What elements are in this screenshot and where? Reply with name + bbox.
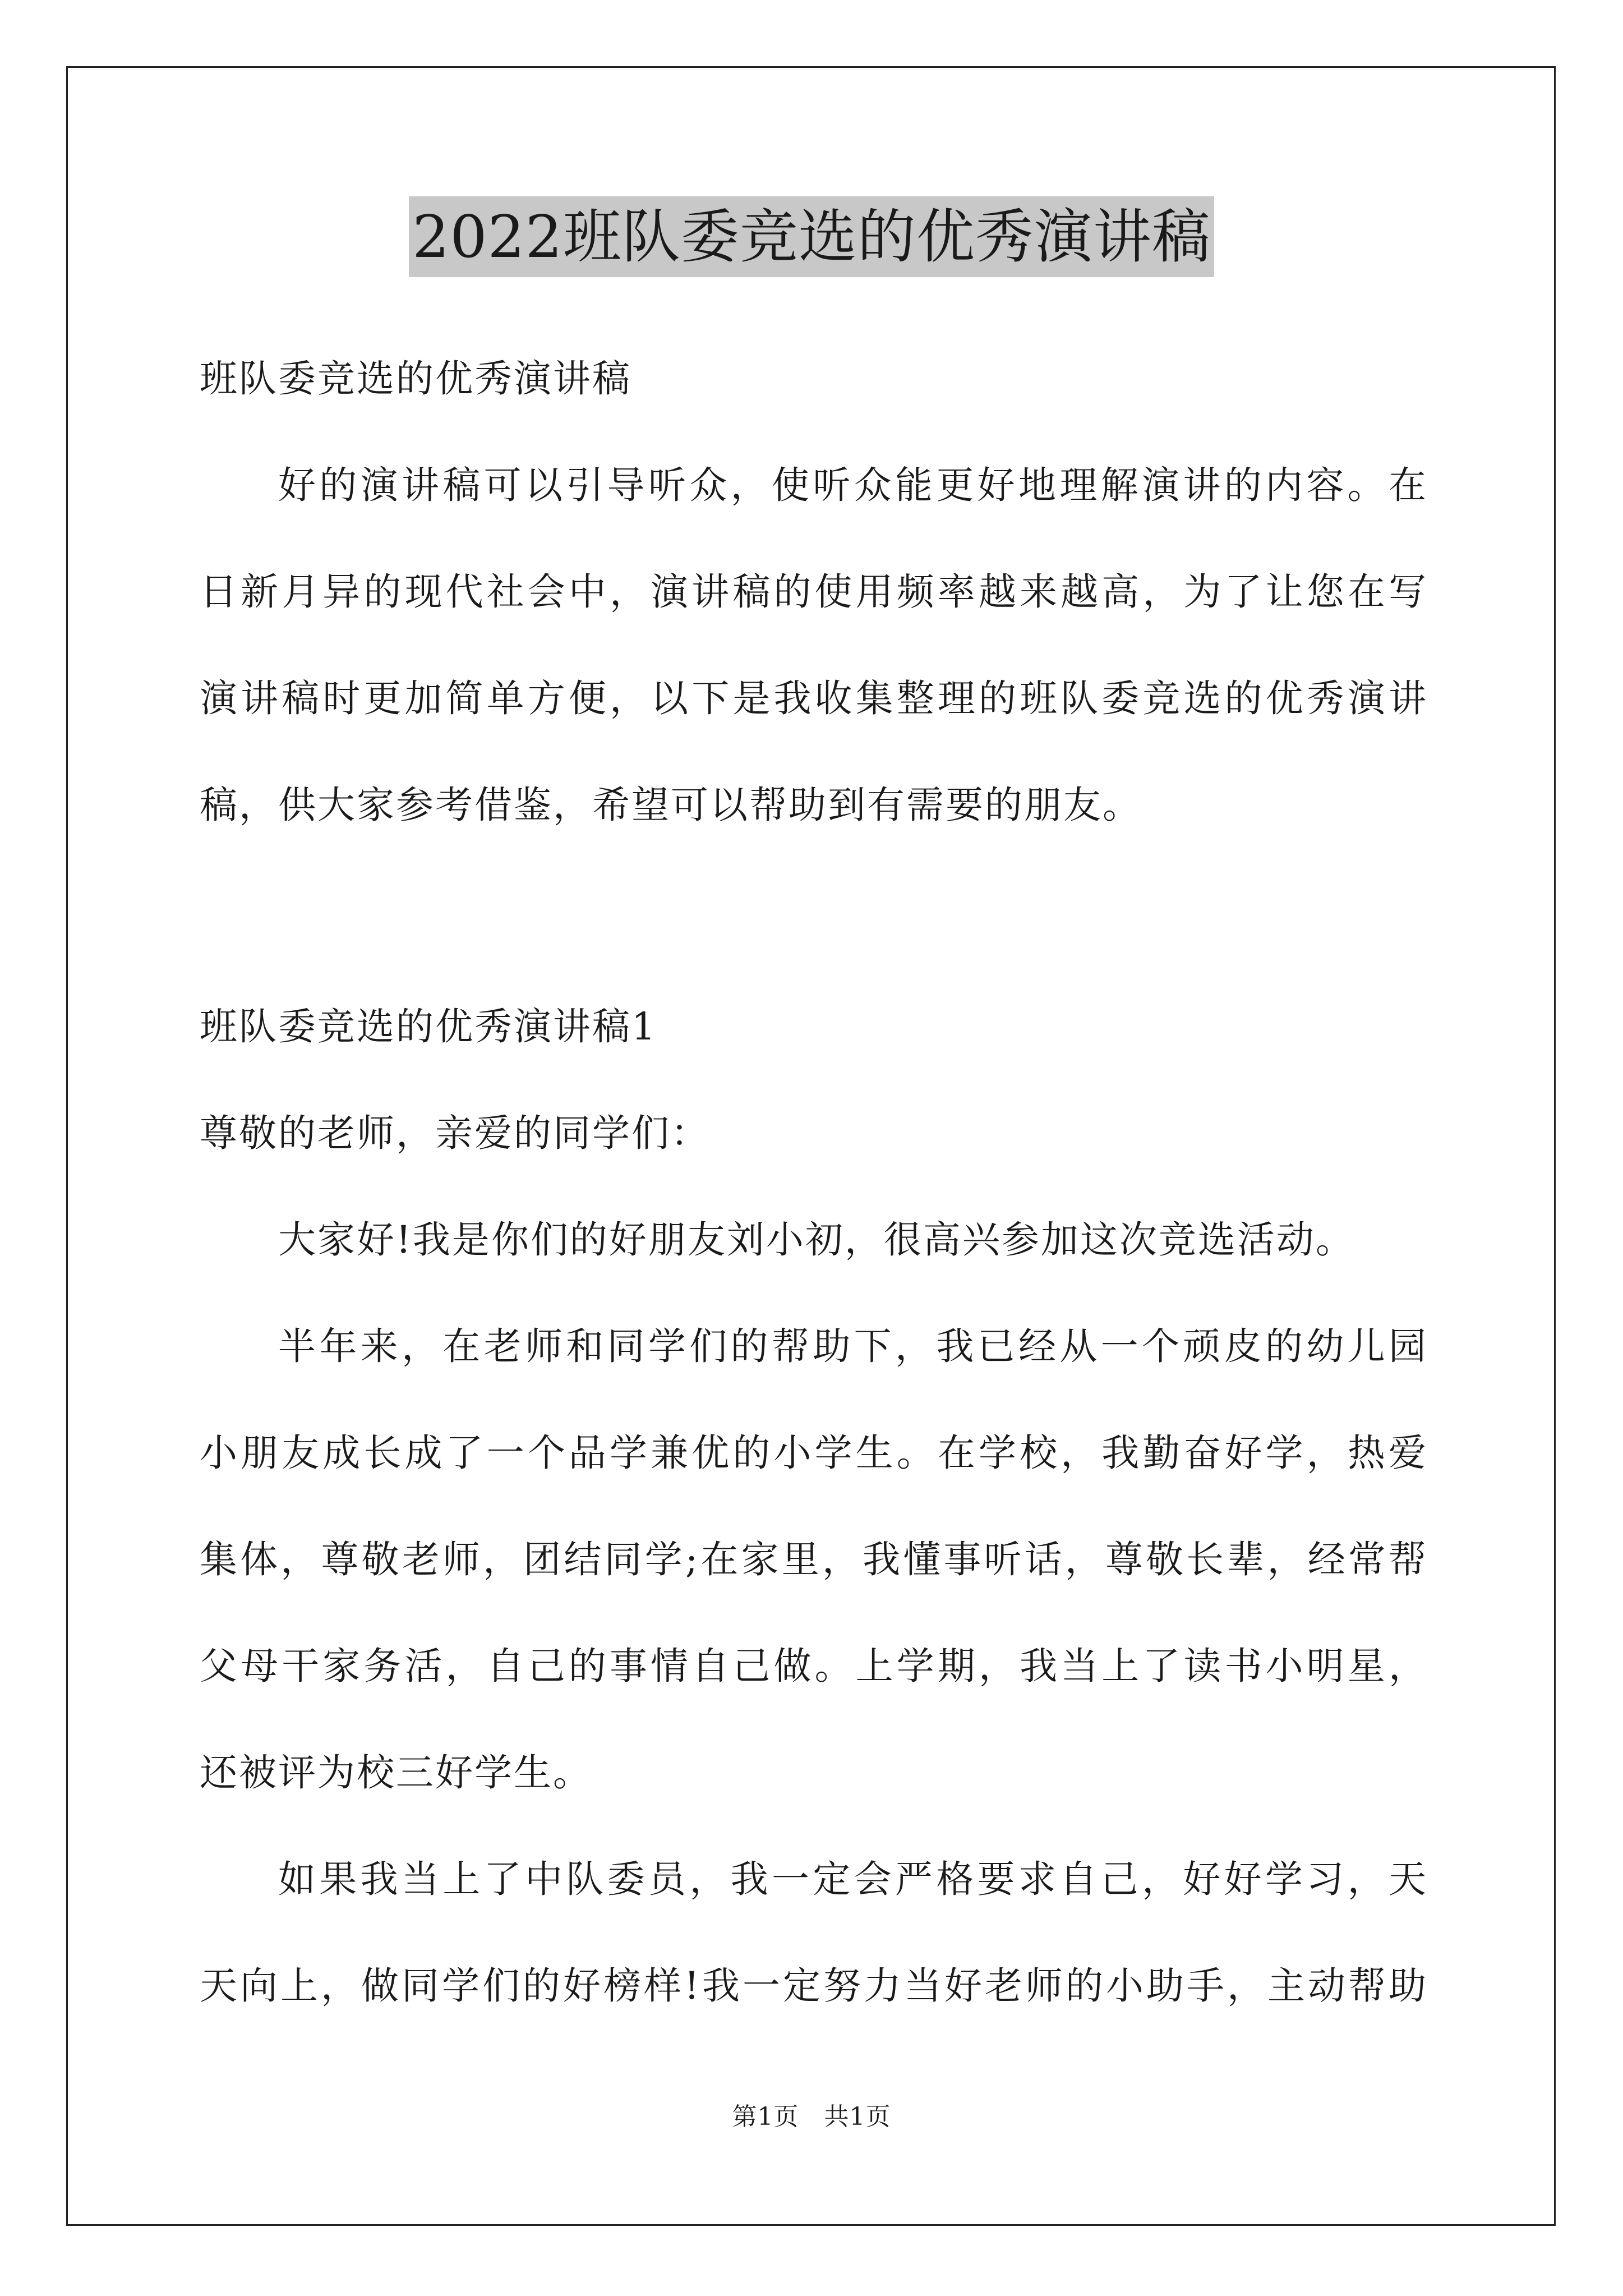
greeting-line: 大家好!我是你们的好朋友刘小初，很高兴参加这次竞选活动。 <box>278 1218 1355 1262</box>
intro-line-3: 演讲稿时更加简单方便，以下是我收集整理的班队委竞选的优秀演讲 <box>200 677 1428 720</box>
para3-line-2: 天向上，做同学们的好榜样!我一定努力当好老师的小助手，主动帮助 <box>200 1964 1428 2008</box>
salutation: 尊敬的老师，亲爱的同学们： <box>200 1111 710 1155</box>
page-footer: 第1页 共1页 <box>732 2102 891 2131</box>
document-subtitle: 班队委竞选的优秀演讲稿 <box>200 357 631 401</box>
para2-line-2: 小朋友成长成了一个品学兼优的小学生。在学校，我勤奋好学，热爱 <box>200 1431 1428 1475</box>
document-title: 2022班队委竞选的优秀演讲稿 <box>409 196 1214 277</box>
para2-line-3: 集体，尊敬老师，团结同学;在家里，我懂事听话，尊敬长辈，经常帮 <box>200 1538 1428 1581</box>
title-container <box>0 196 1623 277</box>
para2-line-5: 还被评为校三好学生。 <box>200 1751 592 1795</box>
para2-line-4: 父母干家务活，自己的事情自己做。上学期，我当上了读书小明星， <box>200 1644 1428 1688</box>
intro-line-1: 好的演讲稿可以引导听众，使听众能更好地理解演讲的内容。在 <box>278 463 1428 507</box>
para3-line-1: 如果我当上了中队委员，我一定会严格要求自己，好好学习，天 <box>278 1857 1428 1901</box>
intro-line-4: 稿，供大家参考借鉴，希望可以帮助到有需要的朋友。 <box>200 783 1142 827</box>
section-heading: 班队委竞选的优秀演讲稿1 <box>200 1005 657 1048</box>
intro-line-2: 日新月异的现代社会中，演讲稿的使用频率越来越高，为了让您在写 <box>200 570 1428 614</box>
para2-line-1: 半年来，在老师和同学们的帮助下，我已经从一个顽皮的幼儿园 <box>278 1324 1428 1368</box>
